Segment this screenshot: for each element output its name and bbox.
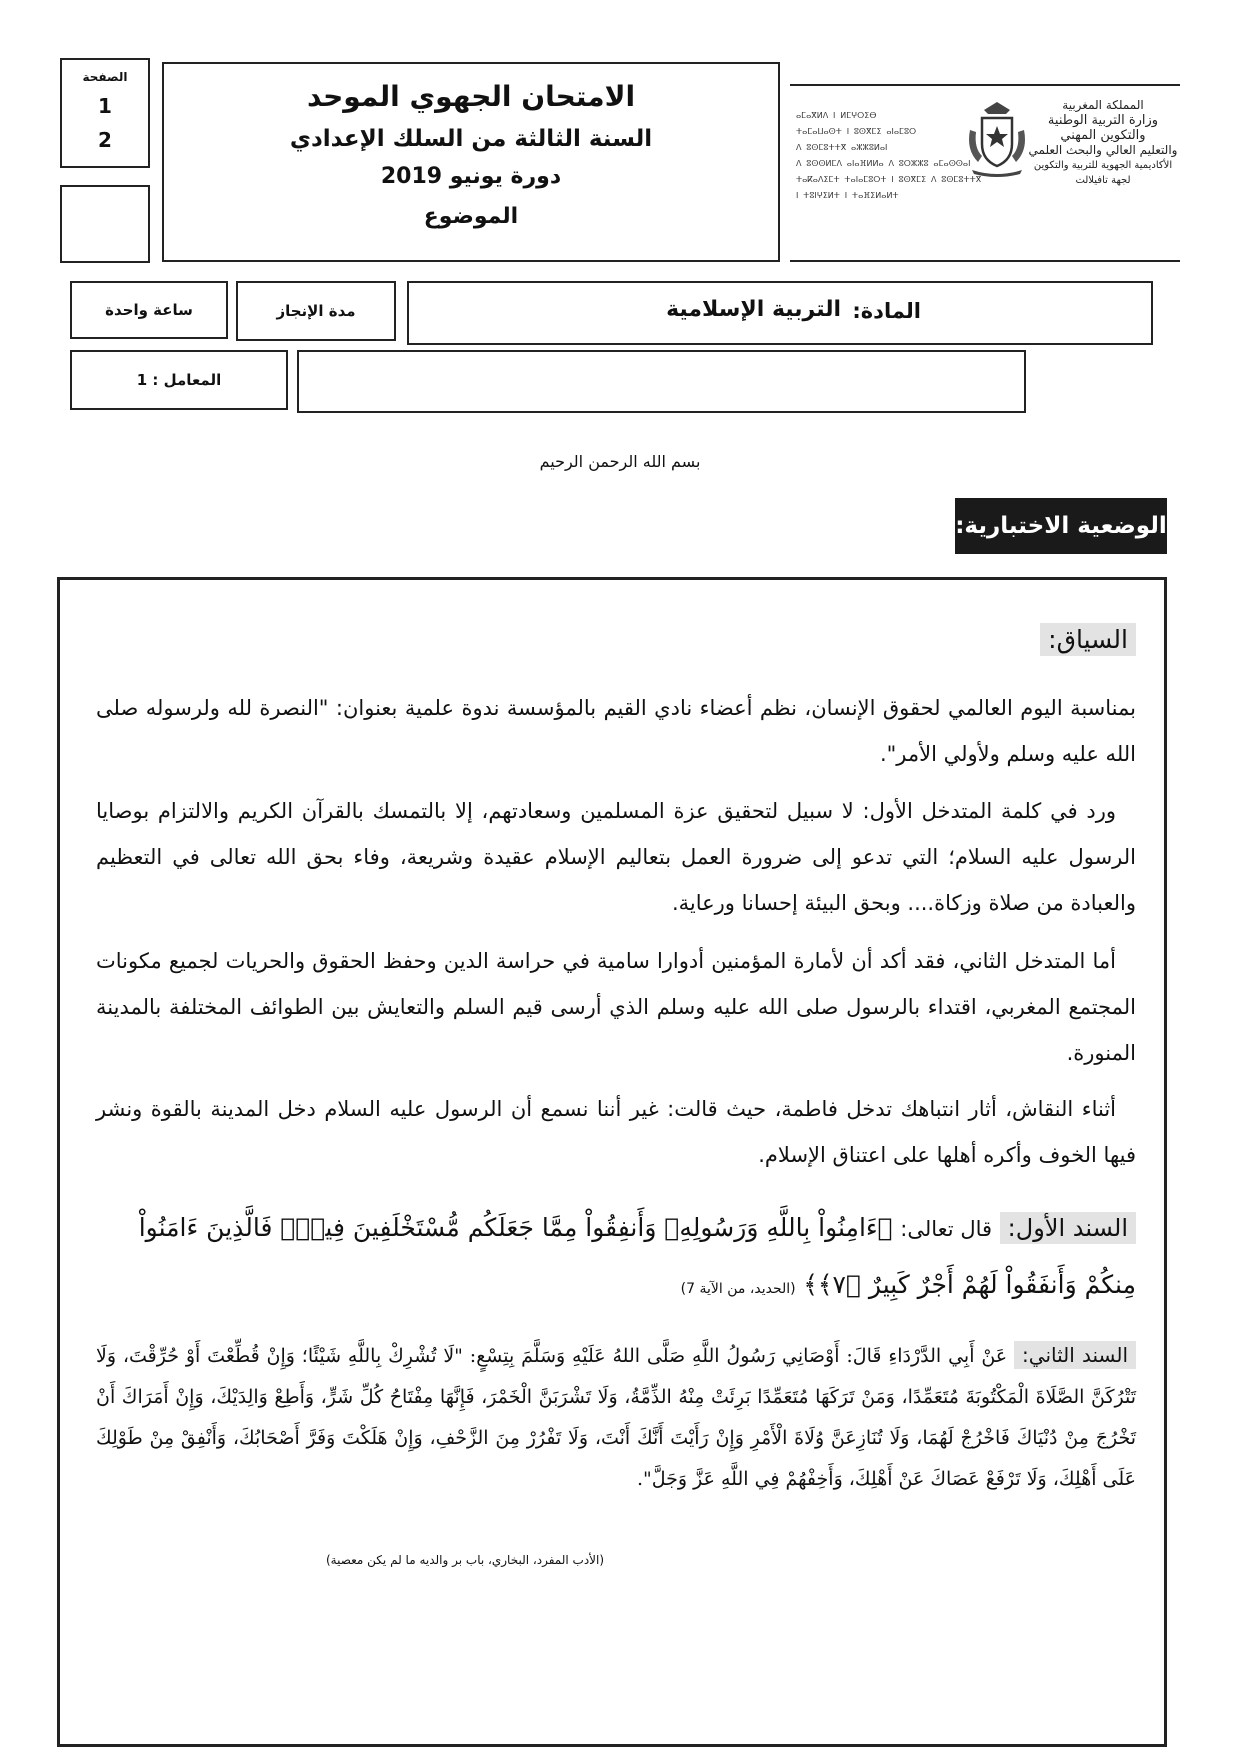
logo-arabic-line: والتعليم العالي والبحث العلمي bbox=[1028, 143, 1178, 157]
subject-label: المادة: bbox=[852, 299, 921, 323]
logo-latin-line: ⴷ ⵓⵙⵎⵓⵜⵜⴳ ⴰⵣⵣⵓⵍⴰⵏ bbox=[796, 143, 888, 152]
exam-title-box bbox=[162, 62, 780, 262]
source1-intro: قال تعالى: bbox=[900, 1217, 993, 1241]
logo-latin-line: ⴷ ⵓⵙⵙⵍⵎⴷ ⴰⵏⴰⴼⵍⵍⴰ ⴷ ⵓⵔⵣⵣⵓ ⴰⵎⴰⵙⵙⴰⵏ bbox=[796, 159, 971, 168]
exam-session: دورة يونيو 2019 bbox=[380, 164, 562, 189]
ministry-logo-block bbox=[790, 84, 1180, 262]
context-paragraph-1: بمناسبة اليوم العالمي لحقوق الإنسان، نظم أعضاء نادي القيم بالمؤسسة ندوة علمية بعنوان: "النصرة لله ولرسوله صلى الله عليه وسلم ولأولي الأمر". bbox=[96, 696, 1136, 766]
blank-wide-box bbox=[297, 350, 1026, 413]
source1-reference: (الحديد، من الآية 7) bbox=[680, 1281, 796, 1297]
logo-arabic-line: وزارة التربية الوطنية bbox=[1047, 113, 1159, 128]
logo-latin-line: ⵜⴰⴽⴰⴷⵉⵎⵜ ⵜⴰⵏⴰⵎⵓⵔⵜ ⵏ ⵓⵙⴳⵎⵉ ⴷ ⵓⵙⵎⵓⵜⵜⴳ bbox=[796, 175, 982, 184]
doc-type: الموضوع bbox=[423, 204, 519, 229]
duration-label-box bbox=[236, 281, 396, 341]
page-number: 1 bbox=[98, 94, 112, 118]
logo-arabic-lines bbox=[1028, 98, 1178, 188]
section-title bbox=[955, 498, 1167, 554]
logo-latin-lines bbox=[796, 108, 982, 204]
source1 bbox=[96, 1200, 1136, 1317]
subject-box bbox=[407, 281, 1153, 345]
context-heading bbox=[1040, 625, 1136, 654]
context-heading-text: السياق: bbox=[1040, 623, 1136, 656]
page-label: الصفحة bbox=[82, 70, 128, 84]
logo-latin-line: ⴰⵎⴰⴳⵍⴷ ⵏ ⵍⵎⵖⵔⵉⴱ bbox=[796, 111, 877, 120]
coefficient-box bbox=[70, 350, 288, 410]
coat-of-arms-icon bbox=[962, 100, 1032, 180]
logo-arabic-line: الأكاديمية الجهوية للتربية والتكوين bbox=[1033, 160, 1173, 171]
logo-latin-line: ⵏ ⵜⵓⵏⵖⵉⵍⵜ ⵏ ⵜⴰⴼⵉⵍⴰⵍⵜ bbox=[796, 191, 899, 200]
logo-latin-line: ⵜⴰⵎⴰⵡⴰⵙⵜ ⵏ ⵓⵙⴳⵎⵉ ⴰⵏⴰⵎⵓⵔ bbox=[796, 127, 917, 136]
source1-label: السند الأول: bbox=[1000, 1212, 1136, 1244]
context-paragraph-2: ورد في كلمة المتدخل الأول: لا سبيل لتحقيق عزة المسلمين وسعادتهم، إلا بالتمسك بالقرآن الكريم والالتزام بوصايا الرسول عليه السلام؛ التي تدعو إلى ضرورة العمل بتعاليم الإسلام عقيدة وشريعة، وفاء بحق الله تعالى في التعظيم والعبادة من صلاة وزكاة.... وبحق البيئة إحسانا ورعاية. bbox=[96, 799, 1136, 915]
source1-verse: ﴿ءَامِنُواْ بِاللَّهِ وَرَسُولِهِۦ وَأَنفِقُواْ مِمَّا جَعَلَكُم مُّسْتَخْلَفِينَ فِيهِۖ فَالَّذِينَ ءَامَنُواْ مِنكُمْ وَأَنفَقُواْ لَهُمْ أَجْرٌ كَبِيرٌ ﴿٧﴾﴾ bbox=[138, 1213, 1136, 1299]
section-title-text: الوضعية الاختبارية: bbox=[955, 513, 1167, 539]
subject-value: التربية الإسلامية bbox=[666, 297, 841, 322]
exam-subtitle: السنة الثالثة من السلك الإعدادي bbox=[289, 126, 653, 152]
source2-text: عَنْ أَبِي الدَّرْدَاءِ قَالَ: أَوْصَانِي رَسُولُ اللَّهِ صَلَّى اللهُ عَلَيْهِ وَسَلَّمَ بِتِسْعٍ: "لَا تُشْرِكْ بِاللَّهِ شَيْئًا؛ وَإِنْ قُطِّعْتَ أَوْ حُرِّقْتَ، وَلَا تَتْرُكَنَّ الصَّلَاةَ الْمَكْتُوبَةَ مُتَعَمِّدًا، وَمَنْ تَرَكَهَا مُتَعَمِّدًا بَرِئَتْ مِنْهُ الذِّمَّةُ، وَلَا تَشْرَبَنَّ الْخَمْرَ، فَإِنَّهَا مِفْتَاحُ كُلِّ شَرٍّ، وَأَطِعْ وَالِدَيْكَ، وَإِنْ أَمَرَاكَ أَنْ تَخْرُجَ مِنْ دُنْيَاكَ فَاخْرُجْ لَهُمَا، وَلَا تُنَازِعَنَّ وُلَاةَ الْأَمْرِ وَإِنْ رَأَيْتَ أَنَّكَ أَنْتَ، وَلَا تَفْرُرْ مِنَ الزَّحْفِ، وَإِنْ هَلَكْتَ وَفَرَّ أَصْحَابُكَ، وَأَنْفِقْ مِنْ طَوْلِكَ عَلَى أَهْلِكَ، وَلَا تَرْفَعْ عَصَاكَ عَنْ أَهْلِكَ، وَأَخِفْهُمْ فِي اللَّهِ عَزَّ وَجَلَّ". bbox=[96, 1345, 1136, 1490]
logo-arabic-line: والتكوين المهني bbox=[1060, 128, 1146, 143]
context-paragraph-4: أثناء النقاش، أثار انتباهك تدخل فاطمة، حيث قالت: غير أننا نسمع أن الرسول عليه السلام دخل المدينة بالقوة ونشر فيها الخوف وأكره أهلها على اعتناق الإسلام. bbox=[96, 1097, 1136, 1167]
logo-arabic-line: المملكة المغربية bbox=[1062, 98, 1144, 112]
duration-value-box bbox=[70, 281, 228, 339]
context-paragraph-3: أما المتدخل الثاني، فقد أكد أن لأمارة المؤمنين أدوارا سامية في حراسة الدين وحفظ الحقوق والحريات لجميع مكونات المجتمع المغربي، اقتداء بالرسول صلى الله عليه وسلم الذي أرسى قيم السلم والتعايش بين الطوائف المختلفة بالمدينة المنورة. bbox=[96, 949, 1136, 1065]
exam-content-frame bbox=[57, 577, 1167, 1747]
blank-box bbox=[60, 185, 150, 263]
source2-label: السند الثاني: bbox=[1014, 1341, 1136, 1369]
source1-line bbox=[96, 1200, 1136, 1317]
logo-arabic-line: لجهة تافيلالت bbox=[1075, 175, 1131, 186]
duration-label: مدة الإنجاز bbox=[276, 302, 356, 320]
coefficient: المعامل : 1 bbox=[136, 371, 222, 389]
source2-text-block bbox=[96, 1335, 1136, 1500]
exam-title: الامتحان الجهوي الموحد bbox=[306, 80, 636, 113]
page-total: 2 bbox=[98, 128, 112, 152]
basmala: بسم الله الرحمن الرحيم bbox=[539, 452, 701, 471]
source2-reference: (الأدب المفرد، البخاري، باب بر والديه ما لم يكن معصية) bbox=[326, 1553, 605, 1567]
source2 bbox=[96, 1335, 1136, 1567]
page-number-box bbox=[60, 58, 150, 168]
duration-value: ساعة واحدة bbox=[105, 301, 193, 319]
